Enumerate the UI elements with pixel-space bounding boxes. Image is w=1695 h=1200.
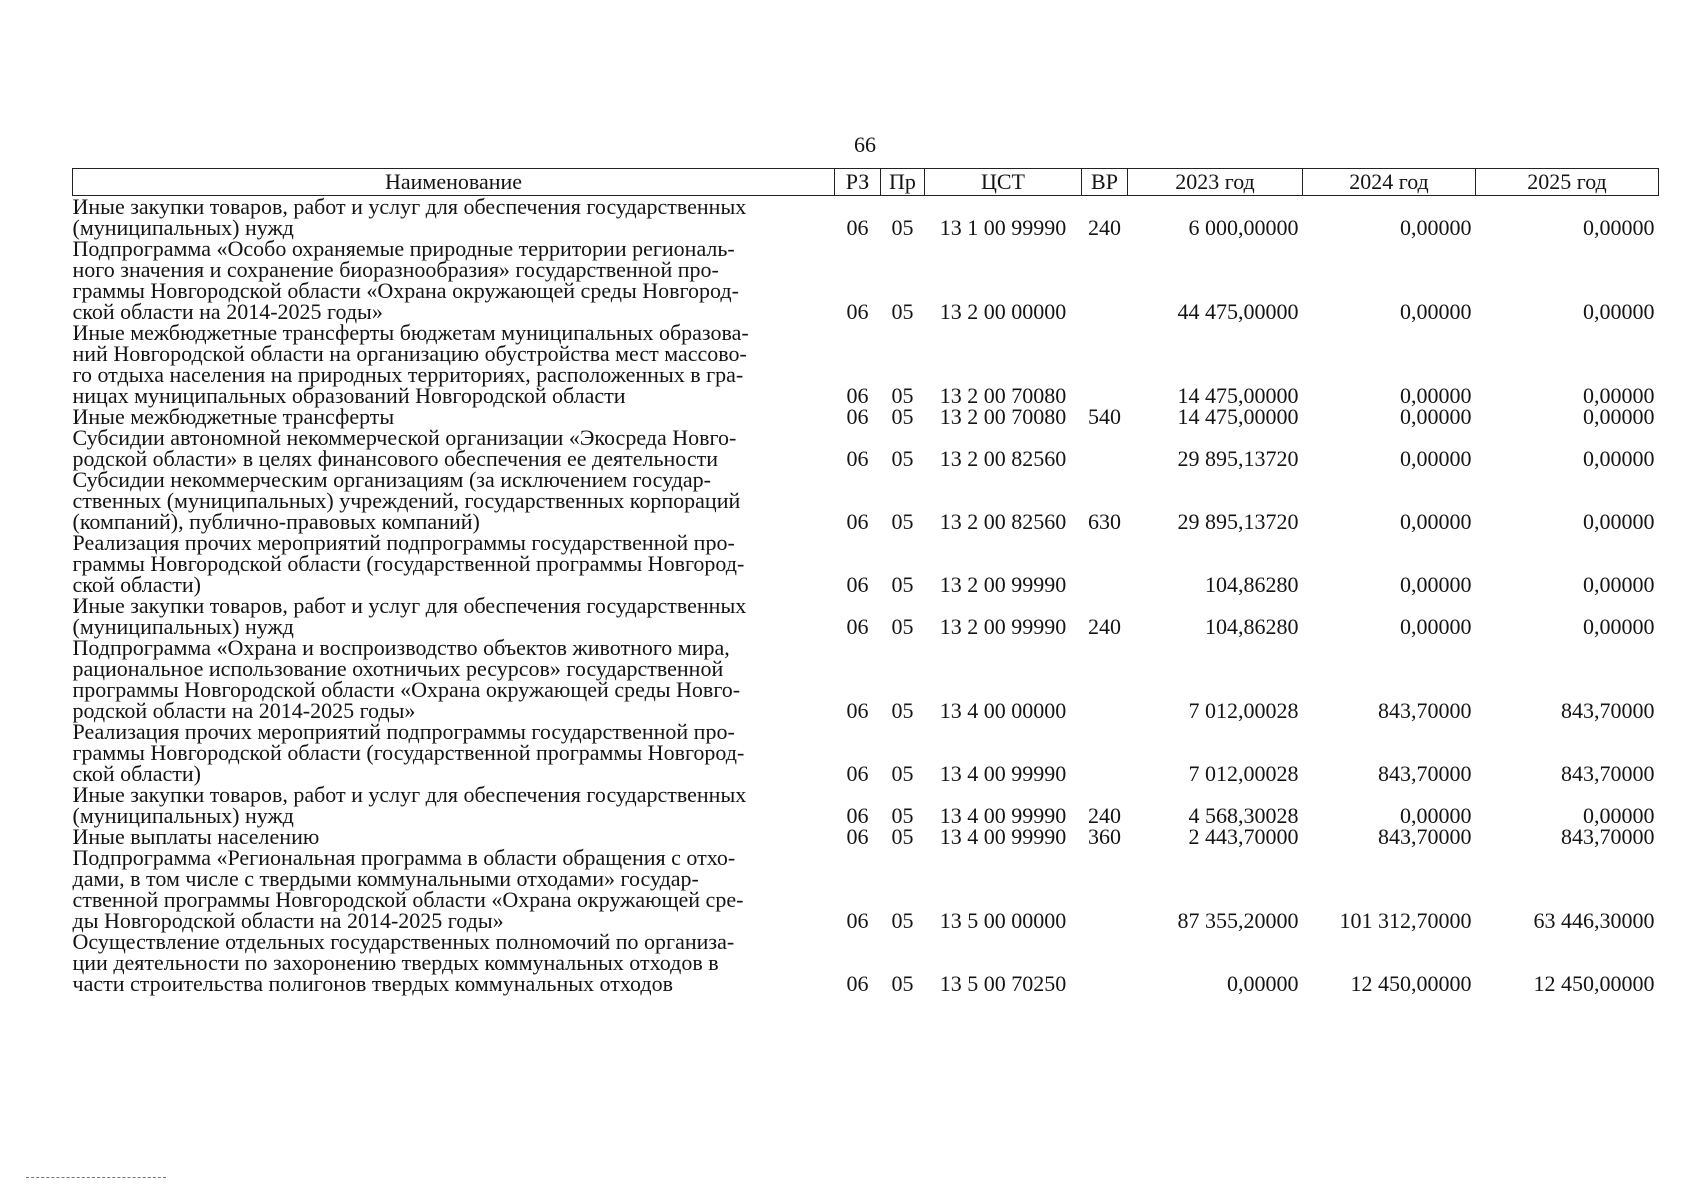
table-row (73, 322, 1659, 406)
cell-vr (1082, 721, 1128, 784)
header-cst: ЦСТ (925, 169, 1082, 196)
cell-pr: 05 (891, 971, 914, 996)
cell-2024: 0,00000 (1400, 572, 1472, 597)
cell-vr (1082, 238, 1128, 322)
cell-name-line: ской области) (72, 761, 201, 786)
cell-2024: 101 312,70000 (1339, 908, 1472, 933)
cell-name-line: (муниципальных) нужд (72, 614, 294, 639)
budget-table-container (72, 168, 1658, 994)
cell-2024: 0,00000 (1400, 446, 1472, 471)
cell-name-line: Подпрограмма «Особо охраняемые природные территории региональ- (72, 236, 735, 261)
cell-name-line: Иные выплаты населению (72, 824, 320, 849)
cell-name-line: ного значения и сохранение биоразнообразия» государственной про- (72, 257, 719, 282)
cell-name-line: граммы Новгородской области (государственной программы Новгород- (72, 551, 745, 576)
cell-vr: 630 (1088, 509, 1121, 534)
cell-2025: 0,00000 (1583, 509, 1655, 534)
cell-rz: 06 (846, 215, 869, 240)
cell-name (73, 196, 835, 239)
cell-pr: 05 (891, 824, 914, 849)
cell-pr: 05 (891, 404, 914, 429)
cell-name-line: го отдыха населения на природных территориях, расположенных в гра- (72, 362, 744, 387)
table-row (73, 469, 1659, 532)
header-pr: Пр (881, 169, 925, 196)
cell-2025: 0,00000 (1583, 572, 1655, 597)
cell-cst: 13 2 00 82560 (939, 446, 1067, 471)
cell-vr: 360 (1088, 824, 1121, 849)
cell-2025: 0,00000 (1583, 404, 1655, 429)
cell-2023: 44 475,00000 (1177, 299, 1299, 324)
cell-name-line: (муниципальных) нужд (72, 215, 294, 240)
cell-vr (1082, 532, 1128, 595)
cell-2025: 0,00000 (1583, 614, 1655, 639)
cell-cst: 13 2 00 00000 (939, 299, 1067, 324)
header-2023: 2023 год (1128, 169, 1303, 196)
cell-cst: 13 4 00 99990 (939, 803, 1067, 828)
cell-pr: 05 (891, 803, 914, 828)
cell-2023: 6 000,00000 (1188, 215, 1299, 240)
cell-cst: 13 4 00 00000 (939, 698, 1067, 723)
cell-name (73, 595, 835, 637)
cell-name-line: граммы Новгородской области (государственной программы Новгород- (72, 740, 745, 765)
cell-name (73, 532, 835, 595)
cell-rz: 06 (846, 404, 869, 429)
cell-name-line: Реализация прочих мероприятий подпрограммы государственной про- (72, 719, 735, 744)
cell-vr: 240 (1088, 215, 1121, 240)
header-rz: РЗ (835, 169, 881, 196)
cell-name-line: (компаний), публично-правовых компаний) (72, 509, 480, 534)
cell-cst: 13 5 00 00000 (939, 908, 1067, 933)
table-row (73, 427, 1659, 469)
cell-2023: 7 012,00028 (1188, 761, 1299, 786)
cell-cst: 13 1 00 99990 (939, 215, 1067, 240)
table-header (73, 169, 1659, 196)
cell-name (73, 784, 835, 826)
cell-name-line: ний Новгородской области на организацию обустройства мест массово- (72, 341, 747, 366)
cell-pr: 05 (891, 698, 914, 723)
footer-rule (26, 1177, 166, 1178)
cell-2025: 0,00000 (1583, 383, 1655, 408)
table-row (73, 196, 1659, 239)
header-2025: 2025 год (1476, 169, 1659, 196)
cell-vr (1082, 847, 1128, 931)
cell-rz: 06 (846, 509, 869, 534)
cell-name-line: ственных (муниципальных) учреждений, государственных корпораций (72, 488, 741, 513)
cell-name (73, 427, 835, 469)
cell-pr: 05 (891, 215, 914, 240)
cell-name (73, 238, 835, 322)
cell-name (73, 826, 835, 847)
cell-2024: 843,70000 (1378, 761, 1472, 786)
cell-pr: 05 (891, 614, 914, 639)
cell-pr: 05 (891, 908, 914, 933)
cell-rz: 06 (846, 614, 869, 639)
cell-name-line: рациональное использование охотничьих ресурсов» государственной (72, 656, 724, 681)
cell-name-line: Иные закупки товаров, работ и услуг для обеспечения государственных (72, 593, 747, 618)
cell-name (73, 469, 835, 532)
cell-vr (1082, 931, 1128, 994)
cell-2025: 12 450,00000 (1533, 971, 1655, 996)
cell-name-line: Иные закупки товаров, работ и услуг для обеспечения государственных (72, 782, 747, 807)
cell-2024: 0,00000 (1400, 614, 1472, 639)
cell-pr: 05 (891, 299, 914, 324)
cell-rz: 06 (846, 698, 869, 723)
cell-name-line: Субсидии автономной некоммерческой организации «Экосреда Новго- (72, 425, 737, 450)
cell-name-line: Осуществление отдельных государственных полномочий по организа- (72, 929, 735, 954)
cell-vr (1082, 637, 1128, 721)
cell-name-line: ственной программы Новгородской области «Охрана окружающей сре- (72, 887, 744, 912)
cell-2023: 29 895,13720 (1177, 446, 1299, 471)
cell-2024: 843,70000 (1378, 698, 1472, 723)
cell-2025: 843,70000 (1561, 698, 1655, 723)
cell-name-line: программы Новгородской области «Охрана окружающей среды Новго- (72, 677, 741, 702)
cell-name-line: (муниципальных) нужд (72, 803, 294, 828)
table-row (73, 847, 1659, 931)
cell-2023: 104,86280 (1205, 572, 1299, 597)
table-row (73, 931, 1659, 994)
cell-2023: 14 475,00000 (1177, 404, 1299, 429)
cell-pr: 05 (891, 383, 914, 408)
cell-2025: 843,70000 (1561, 761, 1655, 786)
table-row (73, 784, 1659, 826)
cell-name (73, 322, 835, 406)
cell-2025: 843,70000 (1561, 824, 1655, 849)
cell-2023: 104,86280 (1205, 614, 1299, 639)
table-row (73, 595, 1659, 637)
cell-name-line: Иные закупки товаров, работ и услуг для обеспечения государственных (72, 194, 747, 219)
cell-name-line: ции деятельности по захоронению твердых коммунальных отходов в (72, 950, 719, 975)
cell-rz: 06 (846, 824, 869, 849)
cell-2024: 843,70000 (1378, 824, 1472, 849)
cell-rz: 06 (846, 572, 869, 597)
cell-2024: 0,00000 (1400, 383, 1472, 408)
cell-cst: 13 4 00 99990 (939, 824, 1067, 849)
cell-2023: 14 475,00000 (1177, 383, 1299, 408)
cell-2025: 63 446,30000 (1533, 908, 1655, 933)
cell-2023: 87 355,20000 (1177, 908, 1299, 933)
cell-name-line: Реализация прочих мероприятий подпрограммы государственной про- (72, 530, 735, 555)
cell-pr: 05 (891, 509, 914, 534)
cell-name-line: ской области) (72, 572, 201, 597)
cell-name-line: ды Новгородской области на 2014-2025 годы» (72, 908, 504, 933)
cell-name (73, 637, 835, 721)
cell-name-line: родской области на 2014-2025 годы» (72, 698, 416, 723)
cell-vr (1082, 322, 1128, 406)
cell-cst: 13 4 00 99990 (939, 761, 1067, 786)
cell-cst: 13 5 00 70250 (939, 971, 1067, 996)
cell-2023: 0,00000 (1227, 971, 1299, 996)
cell-rz: 06 (846, 446, 869, 471)
header-2024: 2024 год (1303, 169, 1476, 196)
cell-name-line: Иные межбюджетные трансферты бюджетам муниципальных образова- (72, 320, 749, 345)
cell-2024: 0,00000 (1400, 803, 1472, 828)
cell-rz: 06 (846, 971, 869, 996)
cell-name-line: ской области на 2014-2025 годы» (72, 299, 383, 324)
budget-table (72, 168, 1659, 994)
cell-2025: 0,00000 (1583, 803, 1655, 828)
cell-2024: 12 450,00000 (1350, 971, 1472, 996)
cell-cst: 13 2 00 70080 (939, 404, 1067, 429)
header-vr: ВР (1082, 169, 1128, 196)
cell-name-line: Подпрограмма «Региональная программа в области обращения с отхо- (72, 845, 736, 870)
cell-name (73, 406, 835, 427)
cell-rz: 06 (846, 383, 869, 408)
cell-name (73, 931, 835, 994)
cell-2023: 29 895,13720 (1177, 509, 1299, 534)
cell-vr (1082, 427, 1128, 469)
cell-2024: 0,00000 (1400, 509, 1472, 534)
cell-name (73, 721, 835, 784)
table-row (73, 406, 1659, 427)
cell-name-line: части строительства полигонов твердых коммунальных отходов (72, 971, 673, 996)
table-row (73, 721, 1659, 784)
cell-name (73, 847, 835, 931)
cell-rz: 06 (846, 803, 869, 828)
header-name: Наименование (73, 169, 835, 196)
page-number: 66 (854, 132, 876, 157)
cell-cst: 13 2 00 82560 (939, 509, 1067, 534)
cell-name-line: Иные межбюджетные трансферты (72, 404, 395, 429)
cell-name-line: Подпрограмма «Охрана и воспроизводство объектов животного мира, (72, 635, 730, 660)
cell-vr: 240 (1088, 803, 1121, 828)
cell-name-line: ницах муниципальных образований Новгородской области (72, 383, 626, 408)
cell-2024: 0,00000 (1400, 215, 1472, 240)
table-row (73, 238, 1659, 322)
cell-rz: 06 (846, 908, 869, 933)
cell-name-line: граммы Новгородской области «Охрана окружающей среды Новгород- (72, 278, 739, 303)
cell-2023: 7 012,00028 (1188, 698, 1299, 723)
table-body (73, 196, 1659, 995)
cell-cst: 13 2 00 70080 (939, 383, 1067, 408)
cell-rz: 06 (846, 299, 869, 324)
cell-2025: 0,00000 (1583, 215, 1655, 240)
cell-name-line: родской области» в целях финансового обеспечения ее деятельности (72, 446, 718, 471)
cell-2023: 2 443,70000 (1188, 824, 1299, 849)
cell-vr: 540 (1088, 404, 1121, 429)
cell-name-line: дами, в том числе с твердыми коммунальными отходами» государ- (72, 866, 699, 891)
table-row (73, 532, 1659, 595)
cell-2024: 0,00000 (1400, 299, 1472, 324)
cell-2025: 0,00000 (1583, 446, 1655, 471)
cell-pr: 05 (891, 761, 914, 786)
cell-pr: 05 (891, 572, 914, 597)
cell-cst: 13 2 00 99990 (939, 614, 1067, 639)
cell-rz: 06 (846, 761, 869, 786)
cell-2023: 4 568,30028 (1188, 803, 1299, 828)
cell-cst: 13 2 00 99990 (939, 572, 1067, 597)
cell-2025: 0,00000 (1583, 299, 1655, 324)
cell-pr: 05 (891, 446, 914, 471)
cell-vr: 240 (1088, 614, 1121, 639)
cell-2024: 0,00000 (1400, 404, 1472, 429)
table-row (73, 637, 1659, 721)
cell-name-line: Субсидии некоммерческим организациям (за исключением государ- (72, 467, 712, 492)
table-row (73, 826, 1659, 847)
